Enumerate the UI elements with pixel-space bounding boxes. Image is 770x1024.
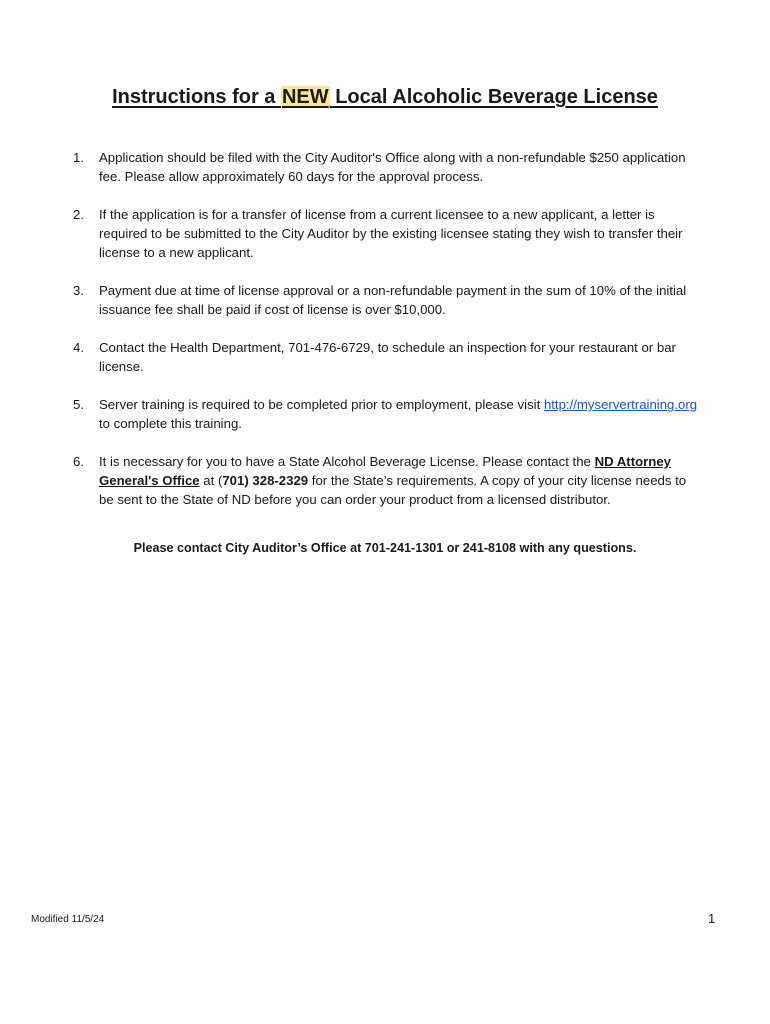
- list-item-text: Application should be filed with the City Auditor's Office along with a non-refundable $250 application fee. Please allow approximately 60 days for the approval process.: [99, 150, 686, 184]
- list-item-number: 1.: [73, 150, 84, 165]
- list-item-number: 3.: [73, 283, 84, 298]
- list-item-text: If the application is for a transfer of license from a current licensee to a new applicant, a letter is required to be submitted to the City Auditor by the existing licensee stating they wish to transfer their license to a new applicant.: [99, 207, 683, 260]
- list-item-text: Payment due at time of license approval or a non-refundable payment in the sum of 10% of the initial issuance fee shall be paid if cost of license is over $10,000.: [99, 283, 687, 317]
- attorney-general-link[interactable]: ND Attorney General's Office: [99, 454, 672, 488]
- list-item-text-before: It is necessary for you to have a State Alcohol Beverage License. Please contact the: [99, 454, 595, 469]
- list-item-text: Contact the Health Department, 701-476-6729, to schedule an inspection for your restaurant or bar license.: [99, 340, 676, 374]
- title-prefix: Instructions for a: [112, 86, 281, 108]
- server-training-link[interactable]: http://myservertraining.org: [543, 397, 698, 412]
- page-title: [0, 86, 770, 109]
- instructions-list: [73, 148, 698, 528]
- footer-modified-date: Modified 11/5/24: [31, 914, 105, 925]
- page-number: 1: [708, 911, 716, 926]
- list-item-number: 5.: [73, 397, 84, 412]
- list-item-number: 2.: [73, 207, 84, 222]
- list-item-text-before: Server training is required to be completed prior to employment, please visit: [99, 397, 544, 412]
- list-item-number: 6.: [73, 454, 84, 469]
- title-suffix: Local Alcoholic Beverage License: [329, 86, 658, 108]
- list-item-text-after: for the State’s requirements. A copy of your city license needs to be sent to the State of ND before you can order your product from a licensed distributor.: [99, 473, 687, 507]
- list-item: [73, 395, 698, 433]
- list-item: [73, 205, 698, 262]
- list-item: [73, 281, 698, 319]
- list-item-text-after: to complete this training.: [99, 416, 242, 431]
- list-item: [73, 338, 698, 376]
- list-item: [73, 148, 698, 186]
- list-item: [73, 452, 698, 509]
- list-item-number: 4.: [73, 340, 84, 355]
- attorney-general-phone: 701) 328-2329: [222, 473, 309, 488]
- title-highlight-new: NEW: [281, 86, 329, 108]
- list-item-text-mid: at (: [199, 473, 223, 488]
- contact-line: Please contact City Auditor’s Office at 701-241-1301 or 241-8108 with any questions.: [133, 541, 637, 555]
